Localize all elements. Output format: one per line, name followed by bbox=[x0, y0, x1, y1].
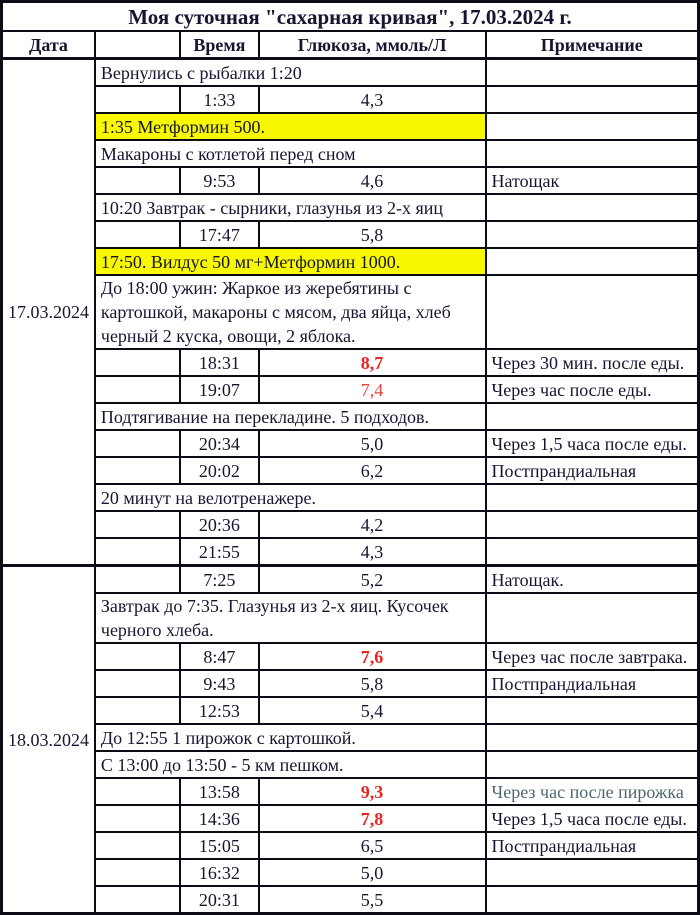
glucose-value-cell: 6,2 bbox=[259, 457, 486, 484]
note-cell: Постпрандиальная bbox=[486, 832, 699, 859]
measurement-row bbox=[2, 859, 699, 886]
blank-cell bbox=[95, 859, 180, 886]
header-row bbox=[2, 31, 699, 59]
note-cell bbox=[486, 484, 699, 511]
note-cell bbox=[486, 886, 699, 914]
glucose-value-cell: 4,6 bbox=[259, 167, 486, 194]
col-header-time: Время bbox=[180, 31, 258, 59]
blank-cell bbox=[95, 376, 180, 403]
glucose-value-cell: 5,2 bbox=[259, 566, 486, 594]
measurement-row bbox=[2, 832, 699, 859]
note-cell: Через час после пирожка bbox=[486, 778, 699, 805]
glucose-value-cell: 5,8 bbox=[259, 221, 486, 248]
time-cell: 13:58 bbox=[180, 778, 258, 805]
note-cell bbox=[486, 538, 699, 566]
measurement-row bbox=[2, 221, 699, 248]
time-cell: 1:33 bbox=[180, 86, 258, 113]
measurement-row bbox=[2, 643, 699, 670]
note-cell: Натощак bbox=[486, 167, 699, 194]
time-cell: 21:55 bbox=[180, 538, 258, 566]
event-row bbox=[2, 275, 699, 349]
blank-cell bbox=[95, 221, 180, 248]
time-cell: 7:25 bbox=[180, 566, 258, 594]
note-cell bbox=[486, 248, 699, 275]
event-row bbox=[2, 593, 699, 643]
time-cell: 14:36 bbox=[180, 805, 258, 832]
date-cell: 18.03.2024 bbox=[2, 566, 95, 914]
col-header-blank bbox=[95, 31, 180, 59]
measurement-row bbox=[2, 430, 699, 457]
note-cell: Через 1,5 часа после еды. bbox=[486, 805, 699, 832]
blank-cell bbox=[95, 457, 180, 484]
event-row bbox=[2, 484, 699, 511]
note-cell bbox=[486, 697, 699, 724]
note-cell: Через час после завтрака. bbox=[486, 643, 699, 670]
event-row bbox=[2, 113, 699, 140]
note-cell bbox=[486, 59, 699, 87]
note-cell: Через 30 мин. после еды. bbox=[486, 349, 699, 376]
measurement-row bbox=[2, 86, 699, 113]
note-cell bbox=[486, 724, 699, 751]
note-cell bbox=[486, 403, 699, 430]
col-header-note: Примечание bbox=[486, 31, 699, 59]
col-header-date: Дата bbox=[2, 31, 95, 59]
glucose-value-cell: 7,4 bbox=[259, 376, 486, 403]
measurement-row bbox=[2, 349, 699, 376]
time-cell: 19:07 bbox=[180, 376, 258, 403]
blank-cell bbox=[95, 886, 180, 914]
glucose-value-cell: 5,5 bbox=[259, 886, 486, 914]
measurement-row bbox=[2, 886, 699, 914]
glucose-value-cell: 7,8 bbox=[259, 805, 486, 832]
event-text-cell: Вернулись с рыбалки 1:20 bbox=[95, 59, 486, 87]
measurement-row bbox=[2, 778, 699, 805]
time-cell: 18:31 bbox=[180, 349, 258, 376]
measurement-row bbox=[2, 697, 699, 724]
glucose-value-cell: 9,3 bbox=[259, 778, 486, 805]
measurement-row bbox=[2, 376, 699, 403]
measurement-row bbox=[2, 538, 699, 566]
time-cell: 9:43 bbox=[180, 670, 258, 697]
event-row bbox=[2, 59, 699, 87]
event-row bbox=[2, 724, 699, 751]
glucose-value-cell: 6,5 bbox=[259, 832, 486, 859]
event-text-cell: Макароны с котлетой перед сном bbox=[95, 140, 486, 167]
time-cell: 8:47 bbox=[180, 643, 258, 670]
event-text-cell: 20 минут на велотренажере. bbox=[95, 484, 486, 511]
blank-cell bbox=[95, 86, 180, 113]
measurement-row bbox=[2, 167, 699, 194]
event-text-cell: 10:20 Завтрак - сырники, глазунья из 2-х яиц bbox=[95, 194, 486, 221]
blank-cell bbox=[95, 349, 180, 376]
time-cell: 9:53 bbox=[180, 167, 258, 194]
note-cell bbox=[486, 751, 699, 778]
glucose-value-cell: 4,3 bbox=[259, 538, 486, 566]
time-cell: 20:02 bbox=[180, 457, 258, 484]
note-cell bbox=[486, 593, 699, 643]
measurement-row bbox=[2, 457, 699, 484]
blank-cell bbox=[95, 566, 180, 594]
event-text-cell: 17:50. Вилдус 50 мг+Метформин 1000. bbox=[95, 248, 486, 275]
time-cell: 20:31 bbox=[180, 886, 258, 914]
event-text-cell: Подтягивание на перекладине. 5 подходов. bbox=[95, 403, 486, 430]
blank-cell bbox=[95, 805, 180, 832]
blank-cell bbox=[95, 643, 180, 670]
event-row bbox=[2, 140, 699, 167]
note-cell: Постпрандиальная bbox=[486, 457, 699, 484]
event-text-cell: С 13:00 до 13:50 - 5 км пешком. bbox=[95, 751, 486, 778]
blank-cell bbox=[95, 697, 180, 724]
time-cell: 12:53 bbox=[180, 697, 258, 724]
note-cell bbox=[486, 113, 699, 140]
glucose-value-cell: 5,4 bbox=[259, 697, 486, 724]
col-header-glucose: Глюкоза, ммоль/Л bbox=[259, 31, 486, 59]
note-cell bbox=[486, 275, 699, 349]
time-cell: 17:47 bbox=[180, 221, 258, 248]
blank-cell bbox=[95, 167, 180, 194]
page-title: Моя суточная "сахарная кривая", 17.03.2024 г. bbox=[2, 2, 699, 32]
glucose-value-cell: 5,0 bbox=[259, 859, 486, 886]
glucose-value-cell: 5,8 bbox=[259, 670, 486, 697]
time-cell: 16:32 bbox=[180, 859, 258, 886]
event-text-cell: До 18:00 ужин: Жаркое из жеребятины с картошкой, макароны с мясом, два яйца, хлеб черный 2 куска, овощи, 2 яблока. bbox=[95, 275, 486, 349]
note-cell bbox=[486, 194, 699, 221]
note-cell bbox=[486, 511, 699, 538]
event-row bbox=[2, 194, 699, 221]
blank-cell bbox=[95, 778, 180, 805]
event-row bbox=[2, 751, 699, 778]
glucose-value-cell: 7,6 bbox=[259, 643, 486, 670]
note-cell bbox=[486, 140, 699, 167]
glucose-value-cell: 4,3 bbox=[259, 86, 486, 113]
time-cell: 20:34 bbox=[180, 430, 258, 457]
note-cell: Натощак. bbox=[486, 566, 699, 594]
note-cell bbox=[486, 86, 699, 113]
event-row bbox=[2, 248, 699, 275]
note-cell bbox=[486, 221, 699, 248]
blank-cell bbox=[95, 538, 180, 566]
event-text-cell: До 12:55 1 пирожок с картошкой. bbox=[95, 724, 486, 751]
date-cell: 17.03.2024 bbox=[2, 59, 95, 566]
blank-cell bbox=[95, 511, 180, 538]
note-cell: Через час после еды. bbox=[486, 376, 699, 403]
time-cell: 15:05 bbox=[180, 832, 258, 859]
glucose-value-cell: 8,7 bbox=[259, 349, 486, 376]
measurement-row bbox=[2, 511, 699, 538]
note-cell: Через 1,5 часа после еды. bbox=[486, 430, 699, 457]
blank-cell bbox=[95, 670, 180, 697]
event-row bbox=[2, 403, 699, 430]
blank-cell bbox=[95, 832, 180, 859]
measurement-row bbox=[2, 805, 699, 832]
measurement-row bbox=[2, 566, 699, 594]
title-row bbox=[2, 2, 699, 32]
glucose-value-cell: 5,0 bbox=[259, 430, 486, 457]
note-cell bbox=[486, 859, 699, 886]
table-body bbox=[2, 59, 699, 914]
glucose-value-cell: 4,2 bbox=[259, 511, 486, 538]
note-cell: Постпрандиальная bbox=[486, 670, 699, 697]
time-cell: 20:36 bbox=[180, 511, 258, 538]
blank-cell bbox=[95, 430, 180, 457]
measurement-row bbox=[2, 670, 699, 697]
event-text-cell: 1:35 Метформин 500. bbox=[95, 113, 486, 140]
event-text-cell: Завтрак до 7:35. Глазунья из 2-х яиц. Кусочек черного хлеба. bbox=[95, 593, 486, 643]
